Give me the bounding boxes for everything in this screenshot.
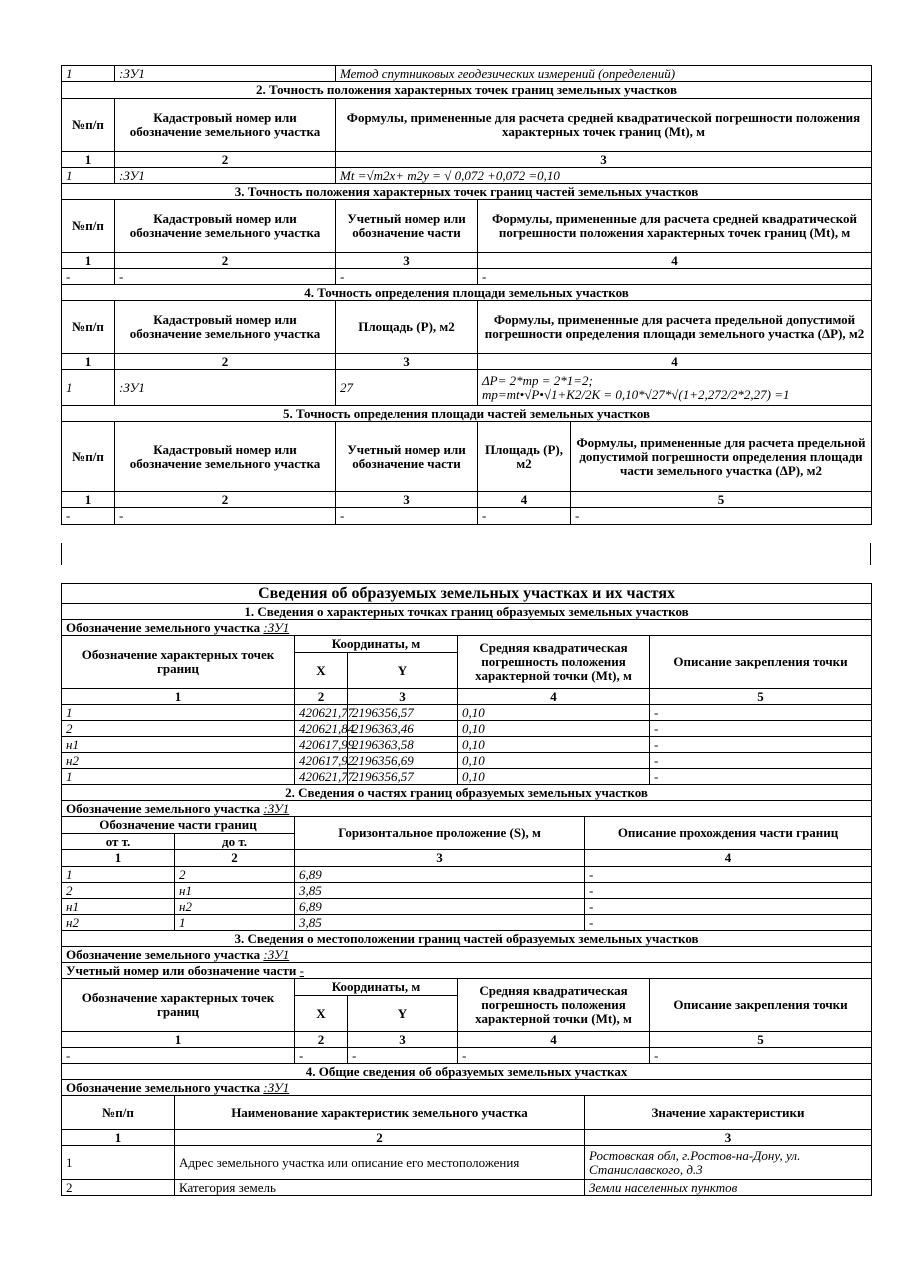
b1-colnum-2: 2 xyxy=(295,689,348,705)
b1-desc: - xyxy=(650,769,872,785)
s5-colnum-4: 4 xyxy=(478,492,571,508)
b3-header-x: X xyxy=(295,996,348,1032)
s5-row-c3: - xyxy=(336,508,478,525)
s4-colnum-3: 3 xyxy=(336,354,478,370)
b3-plot-label: Обозначение земельного участка xyxy=(66,946,261,962)
b4-header-name: Наименование характеристик земельного участка xyxy=(175,1096,585,1130)
b1-colnum-4: 4 xyxy=(458,689,650,705)
formed-plots-table xyxy=(61,583,872,1196)
s5-header-formula: Формулы, примененные для расчета предельной допустимой погрешности определения площади части земельного участка (ΔР), м2 xyxy=(571,422,872,492)
b3-colnum-4: 4 xyxy=(458,1032,650,1048)
s5-row-c2: - xyxy=(115,508,336,525)
s5-header-cad: Кадастровый номер или обозначение земельного участка xyxy=(115,422,336,492)
b2-from: н1 xyxy=(62,899,175,915)
s4-colnum-1: 1 xyxy=(62,354,115,370)
s5-data-row xyxy=(62,508,872,525)
s3-row-c4: - xyxy=(478,269,872,285)
method-row xyxy=(62,66,872,82)
s2-row-num: 1 xyxy=(62,168,115,184)
accuracy-table xyxy=(61,65,872,525)
b3-part-label: Учетный номер или обозначение части xyxy=(66,962,297,978)
b4-plot-label: Обозначение земельного участка xyxy=(66,1079,261,1095)
b1-point: 1 xyxy=(62,769,295,785)
b2-from: н2 xyxy=(62,915,175,931)
b1-header-x: X xyxy=(295,653,348,689)
b4-plot-label-row xyxy=(62,1080,872,1096)
s3-data-row xyxy=(62,269,872,285)
b4-header-value: Значение характеристики xyxy=(585,1096,872,1130)
b3-colnum-2: 2 xyxy=(295,1032,348,1048)
b1-mt: 0,10 xyxy=(458,753,650,769)
b1-plot-label-row xyxy=(62,620,872,636)
b3-header-coords: Координаты, м xyxy=(295,979,458,996)
b1-plot-label: Обозначение земельного участка xyxy=(66,619,261,635)
b1-y: 2196356,69 xyxy=(348,753,458,769)
b4-title: 4. Общие сведения об образуемых земельных участках xyxy=(62,1064,872,1080)
b3-row-c2: - xyxy=(295,1048,348,1064)
b1-colnum-1: 1 xyxy=(62,689,295,705)
s5-colnum-1: 1 xyxy=(62,492,115,508)
b1-x: 420617,99 xyxy=(295,737,348,753)
table-row xyxy=(62,1048,872,1064)
b1-header-y: Y xyxy=(348,653,458,689)
b3-row-c4: - xyxy=(458,1048,650,1064)
b2-colnum-3: 3 xyxy=(295,850,585,867)
b1-point: 1 xyxy=(62,705,295,721)
b4-row-num: 2 xyxy=(62,1180,175,1196)
s5-colnum-3: 3 xyxy=(336,492,478,508)
b3-part-value: - xyxy=(299,962,304,978)
b1-header-desc: Описание закрепления точки xyxy=(650,636,872,689)
s4-colnum-2: 2 xyxy=(115,354,336,370)
b3-colnum-3: 3 xyxy=(348,1032,458,1048)
b2-desc: - xyxy=(585,899,872,915)
b1-mt: 0,10 xyxy=(458,705,650,721)
b2-header-from: от т. xyxy=(62,834,175,850)
s4-row-area: 27 xyxy=(336,370,478,406)
s3-header-num: №п/п xyxy=(62,200,115,253)
s4-formula-line-1: ΔР= 2*mp = 2*1=2; xyxy=(482,372,593,388)
b3-row-c3: - xyxy=(348,1048,458,1064)
b1-mt: 0,10 xyxy=(458,737,650,753)
b4-row-value: Ростовская обл, г.Ростов-на-Дону, ул. Станиславского, д.3 xyxy=(585,1146,872,1180)
s4-row-cad: :ЗУ1 xyxy=(115,370,336,406)
b3-row-c5: - xyxy=(650,1048,872,1064)
table-row xyxy=(62,883,872,899)
s3-colnum-3: 3 xyxy=(336,253,478,269)
b1-desc: - xyxy=(650,721,872,737)
table-row xyxy=(62,721,872,737)
b2-s: 6,89 xyxy=(295,867,585,883)
b3-part-label-row xyxy=(62,963,872,979)
b1-point: н1 xyxy=(62,737,295,753)
b2-from: 2 xyxy=(62,883,175,899)
b3-header-desc: Описание закрепления точки xyxy=(650,979,872,1032)
s4-data-row xyxy=(62,370,872,406)
s4-header-cad: Кадастровый номер или обозначение земельного участка xyxy=(115,301,336,354)
b1-plot-value: :ЗУ1 xyxy=(263,619,290,635)
b4-row-value: Земли населенных пунктов xyxy=(585,1180,872,1196)
s2-colnum-1: 1 xyxy=(62,152,115,168)
s5-header-area: Площадь (Р), м2 xyxy=(478,422,571,492)
b4-row-name: Категория земель xyxy=(175,1180,585,1196)
b1-title: 1. Сведения о характерных точках границ образуемых земельных участков xyxy=(62,604,872,620)
b1-header-mt: Средняя квадратическая погрешность положения характерной точки (Mt), м xyxy=(458,636,650,689)
table-row xyxy=(62,769,872,785)
b3-plot-label-row xyxy=(62,947,872,963)
b1-y: 2196363,58 xyxy=(348,737,458,753)
s3-header-formula: Формулы, примененные для расчета средней квадратической погрешности положения характерных точек границ (Mt), м xyxy=(478,200,872,253)
b2-colnum-4: 4 xyxy=(585,850,872,867)
s3-row-c3: - xyxy=(336,269,478,285)
s5-colnum-2: 2 xyxy=(115,492,336,508)
b3-header-y: Y xyxy=(348,996,458,1032)
b1-y: 2196363,46 xyxy=(348,721,458,737)
s3-colnum-4: 4 xyxy=(478,253,872,269)
s4-row-num: 1 xyxy=(62,370,115,406)
s4-formula-line-2: mp=mt•√Р•√1+К2/2К = 0,10*√27*√(1+2,272/2*2,27) =1 xyxy=(482,386,790,402)
s5-header-part: Учетный номер или обозначение части xyxy=(336,422,478,492)
b1-x: 420621,77 xyxy=(295,769,348,785)
b3-colnum-5: 5 xyxy=(650,1032,872,1048)
b4-colnum-1: 1 xyxy=(62,1130,175,1146)
b1-mt: 0,10 xyxy=(458,769,650,785)
table-row xyxy=(62,899,872,915)
s3-row-c2: - xyxy=(115,269,336,285)
b2-header-s: Горизонтальное проложение (S), м xyxy=(295,817,585,850)
b2-desc: - xyxy=(585,915,872,931)
b1-point: н2 xyxy=(62,753,295,769)
table-row xyxy=(62,753,872,769)
method-row-num: 1 xyxy=(62,66,115,82)
s3-colnum-2: 2 xyxy=(115,253,336,269)
s2-row-formula: Mt =√m2x+ m2y = √ 0,072 +0,072 =0,10 xyxy=(336,168,872,184)
method-row-cad: :ЗУ1 xyxy=(115,66,336,82)
b4-row-num: 1 xyxy=(62,1146,175,1180)
s5-row-c4: - xyxy=(478,508,571,525)
s2-header-formula: Формулы, примененные для расчета средней квадратической погрешности положения характерных точек границ (Mt), м xyxy=(336,99,872,152)
section-2-title: 2. Точность положения характерных точек границ земельных участков xyxy=(62,82,872,99)
b1-header-coords: Координаты, м xyxy=(295,636,458,653)
table-row xyxy=(62,737,872,753)
s3-colnum-1: 1 xyxy=(62,253,115,269)
table-row xyxy=(62,867,872,883)
s2-row-cad: :ЗУ1 xyxy=(115,168,336,184)
b3-plot-value: :ЗУ1 xyxy=(263,946,290,962)
b3-row-c1: - xyxy=(62,1048,295,1064)
s2-colnum-2: 2 xyxy=(115,152,336,168)
b4-plot-value: :ЗУ1 xyxy=(263,1079,290,1095)
b1-x: 420621,77 xyxy=(295,705,348,721)
table-row xyxy=(62,1146,872,1180)
b1-desc: - xyxy=(650,737,872,753)
b2-header-desc: Описание прохождения части границ xyxy=(585,817,872,850)
b1-point: 2 xyxy=(62,721,295,737)
b2-plot-value: :ЗУ1 xyxy=(263,800,290,816)
b2-s: 3,85 xyxy=(295,883,585,899)
b1-x: 420617,92 xyxy=(295,753,348,769)
b1-desc: - xyxy=(650,753,872,769)
s4-header-area: Площадь (Р), м2 xyxy=(336,301,478,354)
s3-header-cad: Кадастровый номер или обозначение земельного участка xyxy=(115,200,336,253)
b3-header-points: Обозначение характерных точек границ xyxy=(62,979,295,1032)
b2-title: 2. Сведения о частях границ образуемых земельных участков xyxy=(62,785,872,801)
b2-desc: - xyxy=(585,883,872,899)
table-row xyxy=(62,915,872,931)
b2-header-to: до т. xyxy=(175,834,295,850)
s3-header-part: Учетный номер или обозначение части xyxy=(336,200,478,253)
b4-colnum-2: 2 xyxy=(175,1130,585,1146)
b1-desc: - xyxy=(650,705,872,721)
b2-plot-label-row xyxy=(62,801,872,817)
b3-header-mt: Средняя квадратическая погрешность положения характерной точки (Mt), м xyxy=(458,979,650,1032)
b2-from: 1 xyxy=(62,867,175,883)
table-row xyxy=(62,1180,872,1196)
b1-colnum-5: 5 xyxy=(650,689,872,705)
table-row xyxy=(62,705,872,721)
section-3-title: 3. Точность положения характерных точек границ частей земельных участков xyxy=(62,184,872,200)
b1-colnum-3: 3 xyxy=(348,689,458,705)
s2-header-num: №п/п xyxy=(62,99,115,152)
s5-colnum-5: 5 xyxy=(571,492,872,508)
s4-header-num: №п/п xyxy=(62,301,115,354)
b2-colnum-1: 1 xyxy=(62,850,175,867)
b1-mt: 0,10 xyxy=(458,721,650,737)
s3-row-c1: - xyxy=(62,269,115,285)
b2-desc: - xyxy=(585,867,872,883)
s4-row-formula xyxy=(478,370,872,406)
method-row-method: Метод спутниковых геодезических измерений (определений) xyxy=(336,66,872,82)
b3-colnum-1: 1 xyxy=(62,1032,295,1048)
b2-to: 2 xyxy=(175,867,295,883)
b2-s: 3,85 xyxy=(295,915,585,931)
page-border-right xyxy=(870,543,871,565)
s5-row-c1: - xyxy=(62,508,115,525)
b2-header-part: Обозначение части границ xyxy=(62,817,295,834)
b4-row-name: Адрес земельного участка или описание его местоположения xyxy=(175,1146,585,1180)
s4-colnum-4: 4 xyxy=(478,354,872,370)
b3-title: 3. Сведения о местоположении границ частей образуемых земельных участков xyxy=(62,931,872,947)
b1-x: 420621,84 xyxy=(295,721,348,737)
section-4-title: 4. Точность определения площади земельных участков xyxy=(62,285,872,301)
b2-to: н1 xyxy=(175,883,295,899)
s5-row-c5: - xyxy=(571,508,872,525)
s5-header-num: №п/п xyxy=(62,422,115,492)
s4-header-formula: Формулы, примененные для расчета предельной допустимой погрешности определения площади земельного участка (ΔР), м2 xyxy=(478,301,872,354)
b2-s: 6,89 xyxy=(295,899,585,915)
s2-header-cad: Кадастровый номер или обозначение земельного участка xyxy=(115,99,336,152)
b1-y: 2196356,57 xyxy=(348,769,458,785)
s2-data-row xyxy=(62,168,872,184)
s2-colnum-3: 3 xyxy=(336,152,872,168)
section-5-title: 5. Точность определения площади частей земельных участков xyxy=(62,406,872,422)
b2-plot-label: Обозначение земельного участка xyxy=(66,800,261,816)
page-border-left xyxy=(61,543,62,565)
b2-colnum-2: 2 xyxy=(175,850,295,867)
b2-to: н2 xyxy=(175,899,295,915)
b4-header-num: №п/п xyxy=(62,1096,175,1130)
b1-header-points: Обозначение характерных точек границ xyxy=(62,636,295,689)
b1-y: 2196356,57 xyxy=(348,705,458,721)
bottom-title: Сведения об образуемых земельных участках и их частях xyxy=(62,584,872,604)
b2-to: 1 xyxy=(175,915,295,931)
b4-colnum-3: 3 xyxy=(585,1130,872,1146)
